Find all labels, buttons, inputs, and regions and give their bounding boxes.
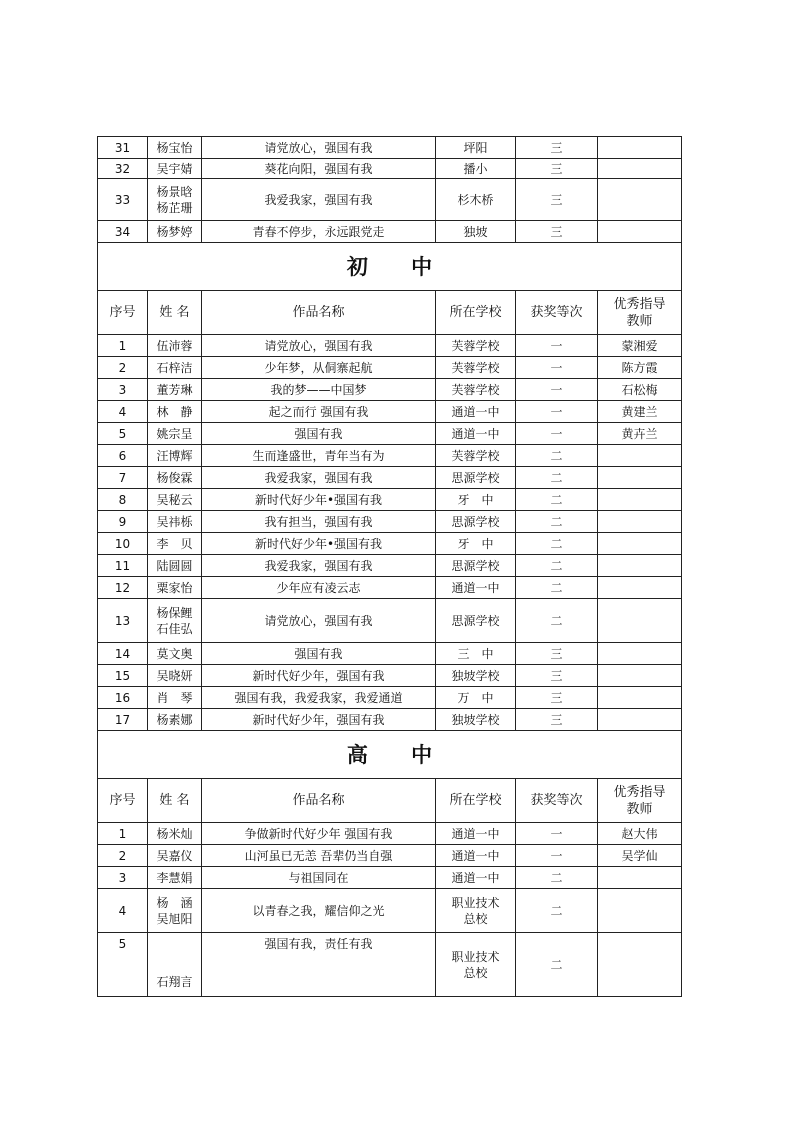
teacher-cell xyxy=(598,889,682,933)
teacher-cell xyxy=(598,489,682,511)
teacher-cell xyxy=(598,221,682,243)
student-name: 董芳琳 xyxy=(156,382,193,397)
school-name: 思源学校 xyxy=(451,514,500,529)
work-cell: 生而逢盛世，青年当有为 xyxy=(202,445,436,467)
work-cell: 我爱我家，强国有我 xyxy=(202,179,436,221)
section-title: 初 中 xyxy=(98,243,682,291)
header-work: 作品名称 xyxy=(202,779,436,823)
school-cell xyxy=(436,423,516,445)
award-cell: 三 xyxy=(516,687,598,709)
school-name: 独坡学校 xyxy=(451,668,500,683)
work-cell: 新时代好少年•强国有我 xyxy=(202,533,436,555)
student-name: 姚宗呈 xyxy=(156,426,193,441)
name-cell xyxy=(148,555,202,577)
school-cell xyxy=(436,555,516,577)
award-cell: 二 xyxy=(516,577,598,599)
work-cell: 少年梦，从侗寨起航 xyxy=(202,357,436,379)
table-row xyxy=(98,137,682,159)
name-cell xyxy=(148,335,202,357)
header-award: 获奖等次 xyxy=(516,291,598,335)
award-cell: 二 xyxy=(516,599,598,643)
section-row xyxy=(98,731,682,779)
seq-cell: 13 xyxy=(98,599,148,643)
table-row xyxy=(98,401,682,423)
award-cell: 一 xyxy=(516,401,598,423)
school-cell xyxy=(436,665,516,687)
seq-cell: 1 xyxy=(98,335,148,357)
work-cell: 请党放心，强国有我 xyxy=(202,335,436,357)
work-cell: 强国有我 xyxy=(202,423,436,445)
student-name: 李 贝 xyxy=(156,536,193,551)
name-cell xyxy=(148,379,202,401)
work-cell: 葵花向阳，强国有我 xyxy=(202,159,436,179)
award-cell: 三 xyxy=(516,179,598,221)
student-name: 杨米灿 xyxy=(156,826,193,841)
seq-cell: 1 xyxy=(98,823,148,845)
header-school: 所在学校 xyxy=(436,291,516,335)
header-teacher-line: 教师 xyxy=(626,313,653,329)
name-cell xyxy=(148,533,202,555)
name-cell xyxy=(148,933,202,997)
work-cell: 我有担当，强国有我 xyxy=(202,511,436,533)
school-cell xyxy=(436,335,516,357)
school-cell xyxy=(436,357,516,379)
name-cell xyxy=(148,401,202,423)
teacher-cell xyxy=(598,665,682,687)
teacher-cell xyxy=(598,577,682,599)
school-cell xyxy=(436,533,516,555)
school-name: 独坡 xyxy=(463,224,488,239)
header-row xyxy=(98,779,682,823)
teacher-cell xyxy=(598,179,682,221)
school-cell xyxy=(436,823,516,845)
teacher-cell: 黄卉兰 xyxy=(598,423,682,445)
student-name: 石佳弘 xyxy=(156,621,193,636)
teacher-cell xyxy=(598,159,682,179)
header-work: 作品名称 xyxy=(202,291,436,335)
school-name: 思源学校 xyxy=(451,613,500,628)
school-name: 通道一中 xyxy=(451,426,500,441)
table-row xyxy=(98,709,682,731)
table-row xyxy=(98,889,682,933)
student-name: 吴祎栎 xyxy=(156,514,193,529)
header-teacher-line: 优秀指导 xyxy=(613,784,666,800)
teacher-cell xyxy=(598,709,682,731)
school-cell xyxy=(436,511,516,533)
student-name: 石翔言 xyxy=(156,975,193,989)
school-cell xyxy=(436,179,516,221)
teacher-cell: 石松梅 xyxy=(598,379,682,401)
header-seq: 序号 xyxy=(98,291,148,335)
school-name: 独坡学校 xyxy=(451,712,500,727)
student-name: 吴秘云 xyxy=(156,492,193,507)
award-cell: 一 xyxy=(516,379,598,401)
name-cell xyxy=(148,643,202,665)
school-name: 坪阳 xyxy=(463,140,488,155)
seq-cell: 5 xyxy=(98,423,148,445)
name-cell xyxy=(148,599,202,643)
award-cell: 三 xyxy=(516,665,598,687)
seq-cell: 9 xyxy=(98,511,148,533)
work-cell: 争做新时代好少年 强国有我 xyxy=(202,823,436,845)
school-name: 芙蓉学校 xyxy=(451,448,500,463)
table-row xyxy=(98,933,682,997)
award-cell: 三 xyxy=(516,643,598,665)
teacher-cell xyxy=(598,643,682,665)
work-cell: 起之而行 强国有我 xyxy=(202,401,436,423)
header-teacher xyxy=(598,291,682,335)
student-name: 吴晓妍 xyxy=(156,668,193,683)
teacher-cell: 吴学仙 xyxy=(598,845,682,867)
seq-cell: 10 xyxy=(98,533,148,555)
work-cell: 我爱我家，强国有我 xyxy=(202,467,436,489)
header-name: 姓 名 xyxy=(148,291,202,335)
award-cell: 一 xyxy=(516,357,598,379)
table-row xyxy=(98,445,682,467)
name-cell xyxy=(148,489,202,511)
awards-table-body xyxy=(98,137,682,997)
seq-cell: 7 xyxy=(98,467,148,489)
name-cell xyxy=(148,889,202,933)
seq-cell: 11 xyxy=(98,555,148,577)
seq-cell: 2 xyxy=(98,357,148,379)
table-row xyxy=(98,179,682,221)
header-teacher-line: 教师 xyxy=(626,801,653,817)
name-cell xyxy=(148,687,202,709)
name-cell xyxy=(148,467,202,489)
seq-cell: 2 xyxy=(98,845,148,867)
work-cell: 我爱我家，强国有我 xyxy=(202,555,436,577)
award-cell: 二 xyxy=(516,511,598,533)
school-name: 芙蓉学校 xyxy=(451,360,500,375)
section-row xyxy=(98,243,682,291)
school-name: 播小 xyxy=(463,161,488,176)
table-row xyxy=(98,423,682,445)
teacher-cell xyxy=(598,867,682,889)
award-cell: 一 xyxy=(516,423,598,445)
table-row xyxy=(98,379,682,401)
student-name: 汪博辉 xyxy=(156,448,193,463)
work-cell: 强国有我，责任有我 xyxy=(202,933,436,997)
teacher-cell xyxy=(598,533,682,555)
work-cell: 请党放心，强国有我 xyxy=(202,137,436,159)
student-name: 杨保鲤 xyxy=(156,605,193,620)
teacher-cell: 蒙湘爱 xyxy=(598,335,682,357)
name-cell xyxy=(148,665,202,687)
student-name: 陆圆圆 xyxy=(156,558,193,573)
school-name: 牙 中 xyxy=(457,536,494,551)
school-name: 职业技术 xyxy=(451,949,500,964)
school-name: 通道一中 xyxy=(451,404,500,419)
student-name: 李慧娟 xyxy=(156,870,193,885)
award-cell: 三 xyxy=(516,221,598,243)
award-cell: 一 xyxy=(516,845,598,867)
school-name: 通道一中 xyxy=(451,870,500,885)
name-cell xyxy=(148,709,202,731)
name-cell xyxy=(148,137,202,159)
header-seq: 序号 xyxy=(98,779,148,823)
school-name: 思源学校 xyxy=(451,470,500,485)
work-cell: 少年应有凌云志 xyxy=(202,577,436,599)
student-name: 杨素娜 xyxy=(156,712,193,727)
name-cell xyxy=(148,445,202,467)
teacher-cell xyxy=(598,445,682,467)
work-cell: 我的梦——中国梦 xyxy=(202,379,436,401)
school-name: 通道一中 xyxy=(451,848,500,863)
table-row xyxy=(98,159,682,179)
header-row xyxy=(98,291,682,335)
awards-table xyxy=(97,136,682,997)
work-cell: 新时代好少年，强国有我 xyxy=(202,665,436,687)
seq-cell: 32 xyxy=(98,159,148,179)
school-cell xyxy=(436,445,516,467)
award-cell: 三 xyxy=(516,709,598,731)
award-cell: 三 xyxy=(516,159,598,179)
teacher-cell xyxy=(598,687,682,709)
school-cell xyxy=(436,643,516,665)
name-cell xyxy=(148,867,202,889)
award-cell: 一 xyxy=(516,335,598,357)
school-cell xyxy=(436,137,516,159)
student-name: 杨宝怡 xyxy=(156,140,193,155)
table-row xyxy=(98,845,682,867)
school-cell xyxy=(436,577,516,599)
seq-cell: 5 xyxy=(98,933,148,997)
school-name: 芙蓉学校 xyxy=(451,338,500,353)
school-name: 通道一中 xyxy=(451,826,500,841)
student-name: 粟家怡 xyxy=(156,580,193,595)
school-name: 职业技术 xyxy=(451,895,500,910)
award-cell: 二 xyxy=(516,555,598,577)
award-cell: 一 xyxy=(516,823,598,845)
student-name: 杨俊霖 xyxy=(156,470,193,485)
award-cell: 三 xyxy=(516,137,598,159)
school-cell xyxy=(436,933,516,997)
student-name: 林 静 xyxy=(156,404,193,419)
seq-cell: 31 xyxy=(98,137,148,159)
seq-cell: 33 xyxy=(98,179,148,221)
teacher-cell xyxy=(598,137,682,159)
header-teacher xyxy=(598,779,682,823)
teacher-cell xyxy=(598,511,682,533)
school-cell xyxy=(436,709,516,731)
header-name: 姓 名 xyxy=(148,779,202,823)
award-cell: 二 xyxy=(516,533,598,555)
table-row xyxy=(98,867,682,889)
school-cell xyxy=(436,889,516,933)
work-cell: 新时代好少年，强国有我 xyxy=(202,709,436,731)
work-cell: 强国有我 xyxy=(202,643,436,665)
school-name: 芙蓉学校 xyxy=(451,382,500,397)
seq-cell: 17 xyxy=(98,709,148,731)
teacher-cell: 赵大伟 xyxy=(598,823,682,845)
name-cell xyxy=(148,159,202,179)
seq-cell: 4 xyxy=(98,401,148,423)
seq-cell: 14 xyxy=(98,643,148,665)
name-cell xyxy=(148,845,202,867)
table-row xyxy=(98,357,682,379)
school-cell xyxy=(436,379,516,401)
name-cell xyxy=(148,423,202,445)
work-cell: 强国有我，我爱我家，我爱通道 xyxy=(202,687,436,709)
table-row xyxy=(98,823,682,845)
student-name: 杨景晗 xyxy=(156,184,193,199)
school-cell xyxy=(436,159,516,179)
school-name: 总校 xyxy=(463,911,488,926)
award-cell: 二 xyxy=(516,933,598,997)
student-name: 吴旭阳 xyxy=(156,911,193,926)
school-cell xyxy=(436,221,516,243)
teacher-cell xyxy=(598,933,682,997)
table-row xyxy=(98,221,682,243)
award-cell: 二 xyxy=(516,889,598,933)
award-cell: 二 xyxy=(516,867,598,889)
teacher-cell xyxy=(598,599,682,643)
school-name: 思源学校 xyxy=(451,558,500,573)
seq-cell: 6 xyxy=(98,445,148,467)
table-row xyxy=(98,555,682,577)
award-cell: 二 xyxy=(516,445,598,467)
teacher-cell: 陈方霞 xyxy=(598,357,682,379)
teacher-cell: 黄建兰 xyxy=(598,401,682,423)
seq-cell: 3 xyxy=(98,379,148,401)
work-cell: 以青春之我，耀信仰之光 xyxy=(202,889,436,933)
school-cell xyxy=(436,599,516,643)
student-name: 杨芷珊 xyxy=(156,200,193,215)
student-name: 肖 琴 xyxy=(156,690,193,705)
student-name: 莫文奥 xyxy=(156,646,193,661)
school-name: 杉木桥 xyxy=(457,192,494,207)
school-name: 牙 中 xyxy=(457,492,494,507)
school-name: 三 中 xyxy=(457,646,494,661)
school-name: 通道一中 xyxy=(451,580,500,595)
header-school: 所在学校 xyxy=(436,779,516,823)
table-row xyxy=(98,489,682,511)
seq-cell: 16 xyxy=(98,687,148,709)
seq-cell: 15 xyxy=(98,665,148,687)
school-cell xyxy=(436,867,516,889)
seq-cell: 8 xyxy=(98,489,148,511)
school-cell xyxy=(436,687,516,709)
table-row xyxy=(98,643,682,665)
name-cell xyxy=(148,179,202,221)
header-award: 获奖等次 xyxy=(516,779,598,823)
section-title: 高 中 xyxy=(98,731,682,779)
award-cell: 二 xyxy=(516,489,598,511)
name-cell xyxy=(148,511,202,533)
table-row xyxy=(98,599,682,643)
seq-cell: 34 xyxy=(98,221,148,243)
school-cell xyxy=(436,845,516,867)
work-cell: 山河虽已无恙 吾辈仍当自强 xyxy=(202,845,436,867)
name-cell xyxy=(148,577,202,599)
work-cell: 请党放心，强国有我 xyxy=(202,599,436,643)
work-cell: 新时代好少年•强国有我 xyxy=(202,489,436,511)
name-cell xyxy=(148,823,202,845)
table-row xyxy=(98,467,682,489)
seq-cell: 12 xyxy=(98,577,148,599)
table-row xyxy=(98,577,682,599)
student-name: 伍沛蓉 xyxy=(156,338,193,353)
header-teacher-line: 优秀指导 xyxy=(613,296,666,312)
name-cell xyxy=(148,221,202,243)
table-row xyxy=(98,335,682,357)
award-cell: 二 xyxy=(516,467,598,489)
seq-cell: 4 xyxy=(98,889,148,933)
school-cell xyxy=(436,467,516,489)
student-name: 杨 涵 xyxy=(156,895,193,910)
table-row xyxy=(98,533,682,555)
teacher-cell xyxy=(598,555,682,577)
school-name: 万 中 xyxy=(457,690,494,705)
work-cell: 与祖国同在 xyxy=(202,867,436,889)
table-row xyxy=(98,687,682,709)
school-cell xyxy=(436,401,516,423)
school-name: 总校 xyxy=(463,965,488,980)
work-cell: 青春不停步，永远跟党走 xyxy=(202,221,436,243)
teacher-cell xyxy=(598,467,682,489)
table-row xyxy=(98,665,682,687)
student-name: 石梓洁 xyxy=(156,360,193,375)
seq-cell: 3 xyxy=(98,867,148,889)
table-row xyxy=(98,511,682,533)
name-cell xyxy=(148,357,202,379)
student-name: 吴宇婧 xyxy=(156,161,193,176)
student-name: 杨梦婷 xyxy=(156,224,193,239)
student-name: 吴嘉仪 xyxy=(156,848,193,863)
school-cell xyxy=(436,489,516,511)
